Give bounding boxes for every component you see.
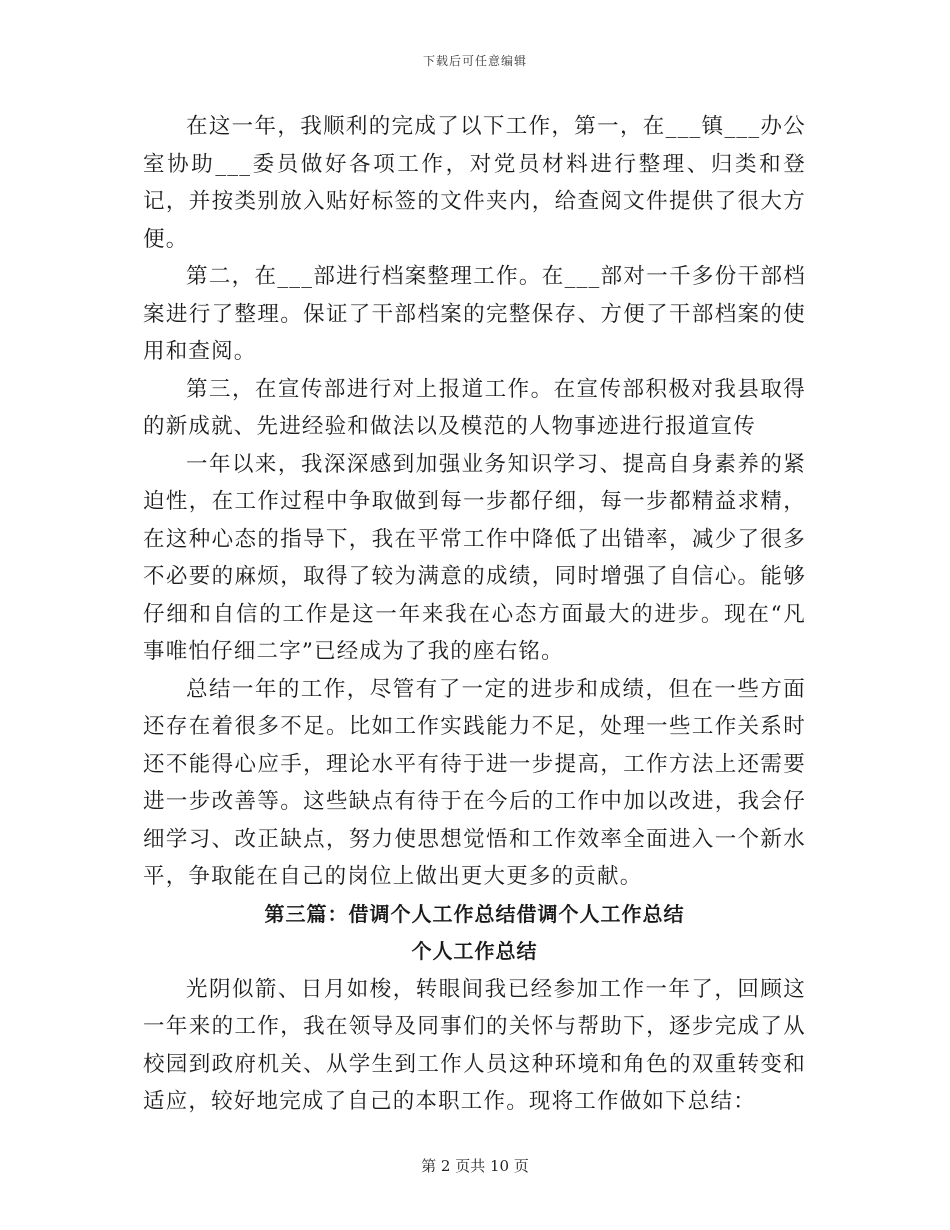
document-body <box>143 108 806 1121</box>
page-number: 第 2 页共 10 页 <box>421 1157 529 1175</box>
page-header: 下载后可任意编辑 <box>422 54 527 68</box>
paragraph-4: 一年以来，我深深感到加强业务知识学习、提高自身素养的紧迫性，在工作过程中争取做到每一步都仔细，每一步都精益求精，在这种心态的指导下，我在平常工作中降低了出错率，减少了很多不必要的麻烦，取得了较为满意的成绩，同时增强了自信心。能够仔细和自信的工作是这一年来我在心态方面最大的进步。现在“凡事唯怕仔细二字”已经成为了我的座右铭。 <box>143 451 806 664</box>
paragraph-2: 第二，在___部进行档案整理工作。在___部对一千多份干部档案进行了整理。保证了干部档案的完整保存、方便了干部档案的使用和查阅。 <box>143 264 806 364</box>
section-title: 第三篇：借调个人工作总结借调个人工作总结 <box>264 901 685 926</box>
section-subtitle: 个人工作总结 <box>411 939 538 963</box>
paragraph-1: 在这一年，我顺利的完成了以下工作，第一，在___镇___办公室协助___委员做好各项工作，对党员材料进行整理、归类和登记，并按类别放入贴好标签的文件夹内，给查阅文件提供了很大方便。 <box>143 114 806 252</box>
paragraph-5: 总结一年的工作，尽管有了一定的进步和成绩，但在一些方面还存在着很多不足。比如工作实践能力不足，处理一些工作关系时还不能得心应手，理论水平有待于进一步提高，工作方法上还需要进一步改善等。这些缺点有待于在今后的工作中加以改进，我会仔细学习、改正缺点，努力使思想觉悟和工作效率全面进入一个新水平，争取能在自己的岗位上做出更大更多的贡献。 <box>143 676 806 889</box>
section-paragraph-1: 光阴似箭、日月如梭，转眼间我已经参加工作一年了，回顾这一年来的工作，我在领导及同事们的关怀与帮助下，逐步完成了从校园到政府机关、从学生到工作人员这种环境和角色的双重转变和适应，较好地完成了自己的本职工作。现将工作做如下总结： <box>143 976 806 1114</box>
paragraph-3: 第三，在宣传部进行对上报道工作。在宣传部积极对我县取得的新成就、先进经验和做法以及模范的人物事迹进行报道宣传 <box>143 376 806 439</box>
